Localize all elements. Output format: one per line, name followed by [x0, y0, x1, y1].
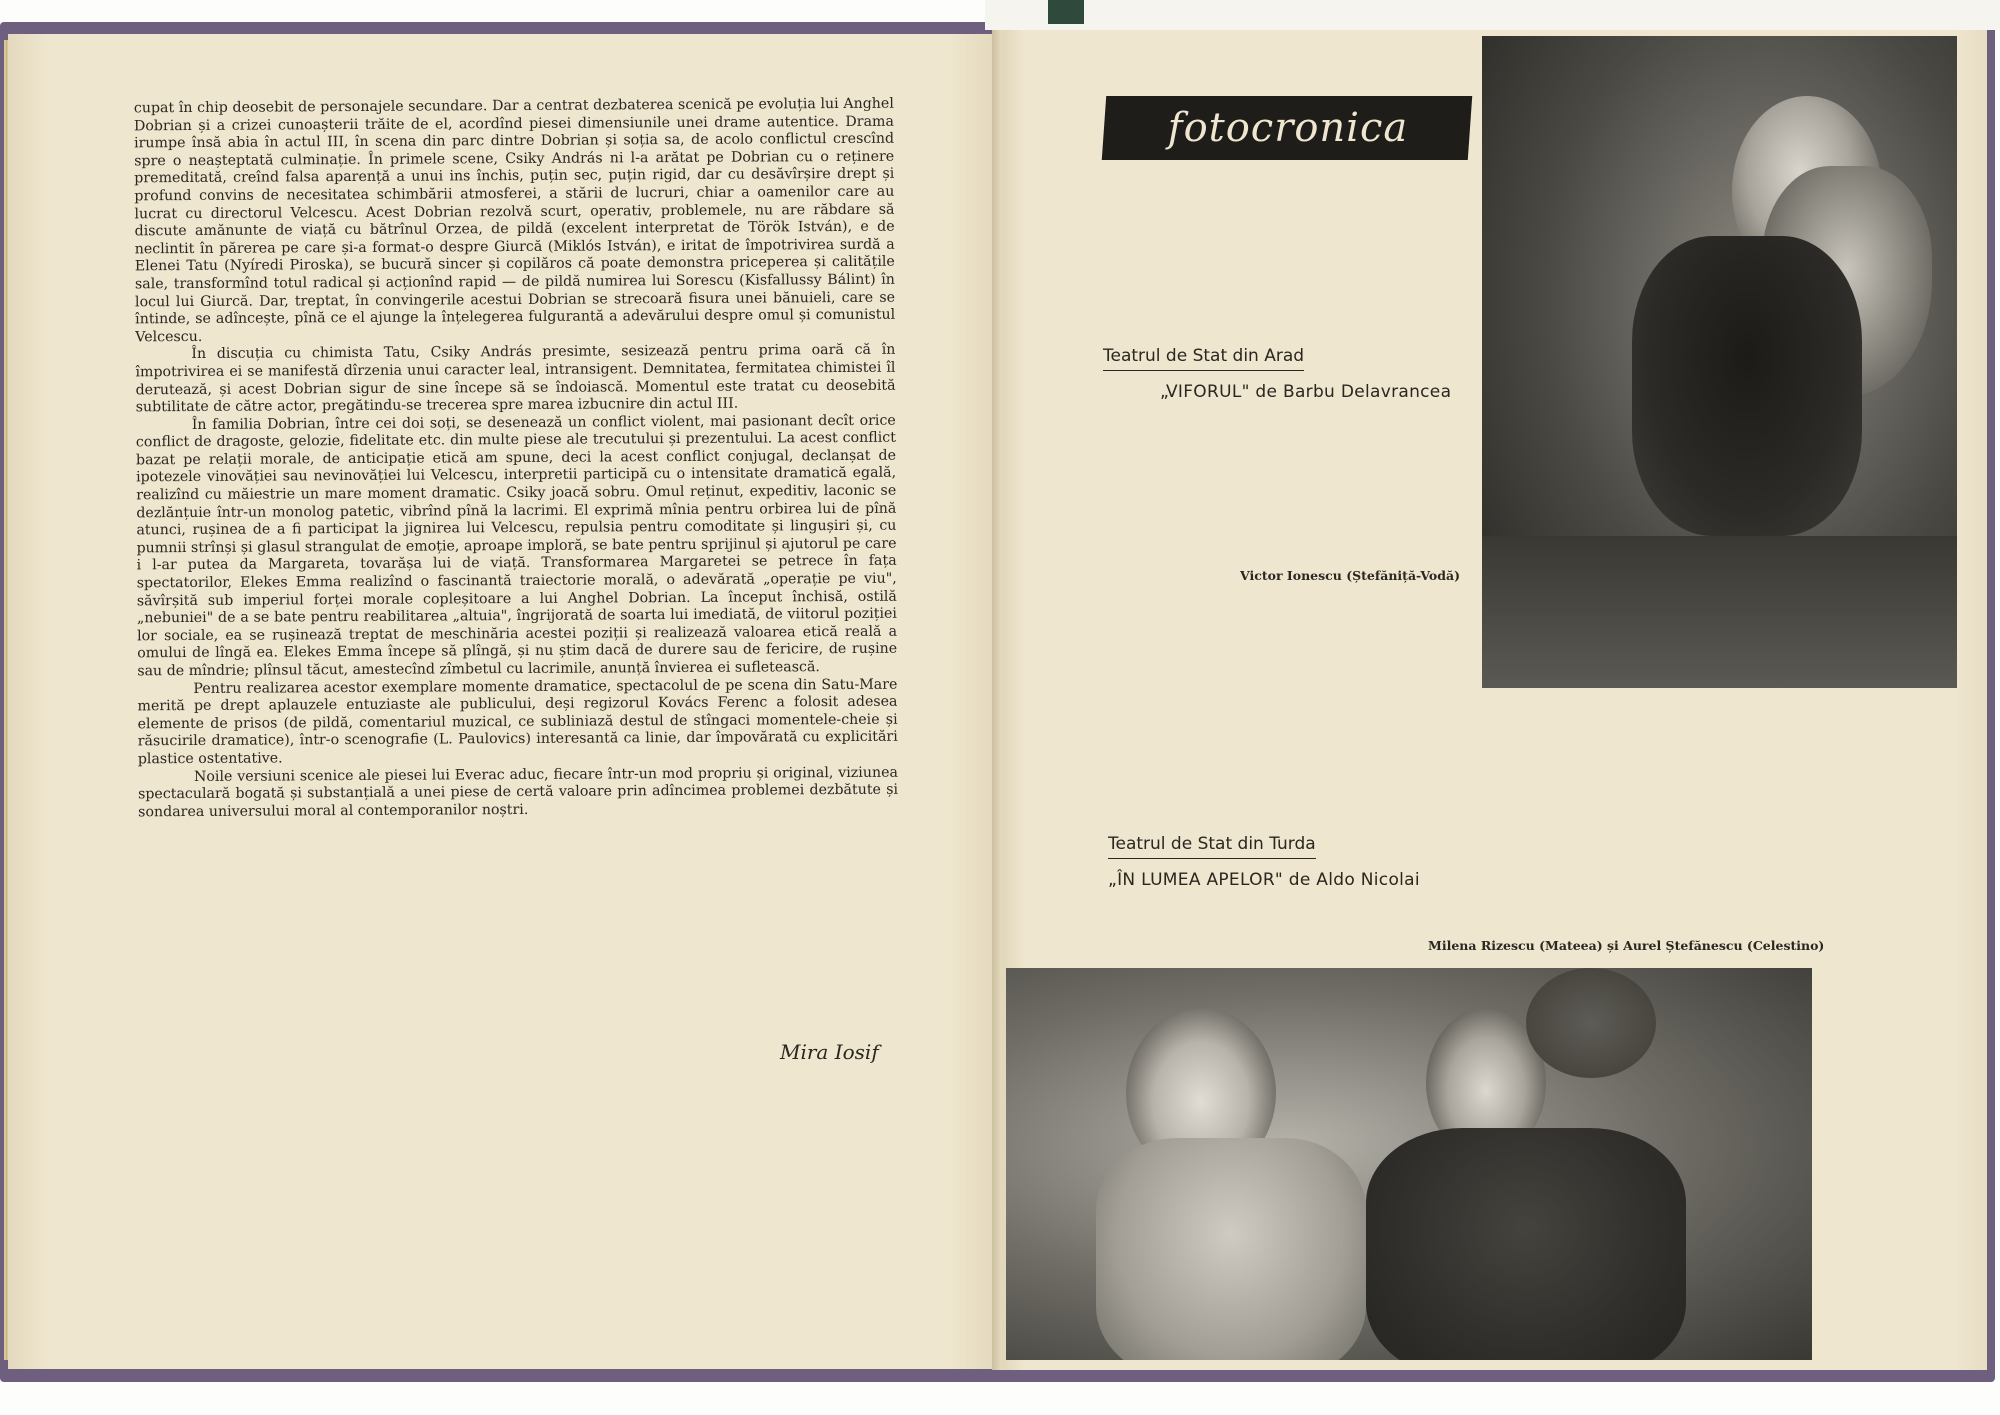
play-title-in-lumea-apelor: „ÎN LUMEA APELOR" de Aldo Nicolai — [1108, 870, 1420, 890]
cover-tab — [1048, 0, 1084, 24]
article-paragraph: În discuția cu chimista Tatu, Csiky András presimte, sesizează pentru prima oară că în împotrivirea ei se manifestă dîrzenia unui caracter leal, intransigent. Demnitatea, fermitatea chimistei îl derutează, și acest Dobrian sigur de sine începe să se îndoiască. Momentul este tratat cu deosebită subtilitate de către actor, pregătindu-se trecerea spre marea izbucnire din actul III. — [135, 341, 896, 416]
article-paragraph: Noile versiuni scenice ale piesei lui Everac aduc, fiecare într-un mod propriu și original, viziunea spectaculară bogată și substanțială a unei piese de certă valoare prin adîncimea problemei dezbătute și sondarea universului moral al contemporanilor noștri. — [137, 764, 899, 821]
article-text — [134, 96, 898, 822]
brand-logo-text: fotocronica — [1167, 105, 1409, 151]
article-paragraph: cupat în chip deosebit de personajele secundare. Dar a centrat dezbaterea scenică pe evoluția lui Anghel Dobrian și a crizei cunoașterii trăite de el, acordînd piesei dimensiunile unei drame autentice. Drama irumpe însă abia în actul III, în scena din parc dintre Dobrian și soția sa, de acolo conflictul crescînd spre o neașteptată culminație. În primele scene, Csiky András ni l-a arătat pe Dobrian cu o reținere premeditată, creînd falsa aparență a unui ins închis, puțin sec, puțin rigid, dar cu desăvîrșire drept și profund convins de necesitatea schimbării atmosferei, a stării de lucruri, chiar a oamenilor care au lucrat cu directorul Velcescu. Acest Dobrian rezolvă scurt, operativ, problemele, nu are răbdare să discute amănunte de viață cu bătrînul Orzea, de pildă (excelent interpretat de Török István), e de neclintit în părerea pe care și-a format-o despre Giurcă (Miklós István), e iritat de împotrivirea surdă a Elenei Tatu (Nyíredi Piroska), se bucură sincer și copilăros că poate demonstra priceperea și calitățile sale, transformînd totul radical și acționînd rapid — de pildă numirea lui Sorescu (Kisfallussy Bálint) în locul lui Giurcă. Dar, treptat, în convingerile acestui Dobrian se strecoară fisura unei bănuieli, care se întinde, se adîncește, pînă ce el ajunge la înțelegerea fulgurantă a adevărului despre omul și comunistul Velcescu. — [133, 95, 896, 346]
background-strip — [985, 0, 2000, 30]
actor-sweater — [1366, 1128, 1686, 1360]
photo-caption-1: Victor Ionescu (Ștefăniță-Vodă) — [1240, 568, 1460, 583]
author-signature: Mira Iosif — [780, 1040, 879, 1064]
foliage-backdrop — [1526, 968, 1656, 1078]
play-title-viforul: „VIFORUL" de Barbu Delavrancea — [1160, 382, 1452, 402]
actress-dress — [1096, 1138, 1366, 1360]
photo-in-lumea-apelor — [1006, 968, 1812, 1360]
book-gutter — [992, 30, 1002, 1370]
theatre-title-turda: Teatrul de Stat din Turda — [1108, 834, 1316, 859]
article-paragraph: Pentru realizarea acestor exemplare momente dramatice, spectacolul de pe scena din Satu-Mare merită pe drept aplauzele entuziaste ale publicului, deși regizorul Kovács Ferenc a folosit adesea elemente de prisos (de pildă, comentariul muzical, ce subliniază destul de stîngaci momentele-cheie și răsucirile dramatice), într-o scenografie (L. Paulovics) interesantă ca linie, dar împovărată cu explicitări plastice ostentative. — [137, 676, 898, 768]
photo-viforul — [1482, 36, 1957, 688]
photo-caption-2: Milena Rizescu (Mateea) și Aurel Ștefănescu (Celestino) — [1428, 938, 1825, 953]
costume-figure — [1632, 236, 1862, 536]
article-paragraph: În familia Dobrian, între cei doi soți, se desenează un conflict violent, mai pasionant decît orice conflict de dragoste, gelozie, fidelitate etc. din multe piese ale trecutului și prezentului. La acest conflict bazat pe relații morale, de anticipație etică am spune, deci la acest conflict conjugal, declanșat de ipotezele vinovăției sau nevinovăției lui Velcescu, interpretii participă cu o intensitate dramatică egală, realizînd cu măiestrie un mare moment dramatic. Csiky joacă sobru. Omul reținut, expeditiv, laconic se dezlănțuie într-un monolog patetic, vibrînd pînă la lacrimi. El exprimă mînia pentru orbirea lui de pînă atunci, rușinea de a fi participat la jignirea lui Velcescu, repulsia pentru comoditate și lingușiri și, cu pumnii strînși și glasul strangulat de emoție, aproape imploră, se bate pentru sprijinul și ajutorul pe care i l-ar putea da Margareta, tovarășa lui de viață. Transformarea Margaretei se petrece în fața spectatorilor, Elekes Emma realizînd o fascinantă traiectorie morală, o adevărată „operație pe viu", săvîrșită sub imperiul forței morale copleșitoare a lui Anghel Dobrian. La început închisă, ostilă „nebuniei" de a se bate pentru reabilitarea „altuia", îngrijorată de soarta lui imediată, de viitorul poziției lor sociale, ea se rușinează treptat de meschinăria acestei poziții și realizează valoarea etică reală a omului de lîngă ea. Elekes Emma începe să plîngă, și nu știm dacă de durere sau de fericire, de rușine sau de mîndrie; plînsul tăcut, amestecînd zîmbetul cu lacrimile, anunță învierea ei sufletească. — [135, 412, 898, 680]
theatre-title-arad: Teatrul de Stat din Arad — [1103, 346, 1304, 371]
stage-floor — [1482, 536, 1957, 688]
